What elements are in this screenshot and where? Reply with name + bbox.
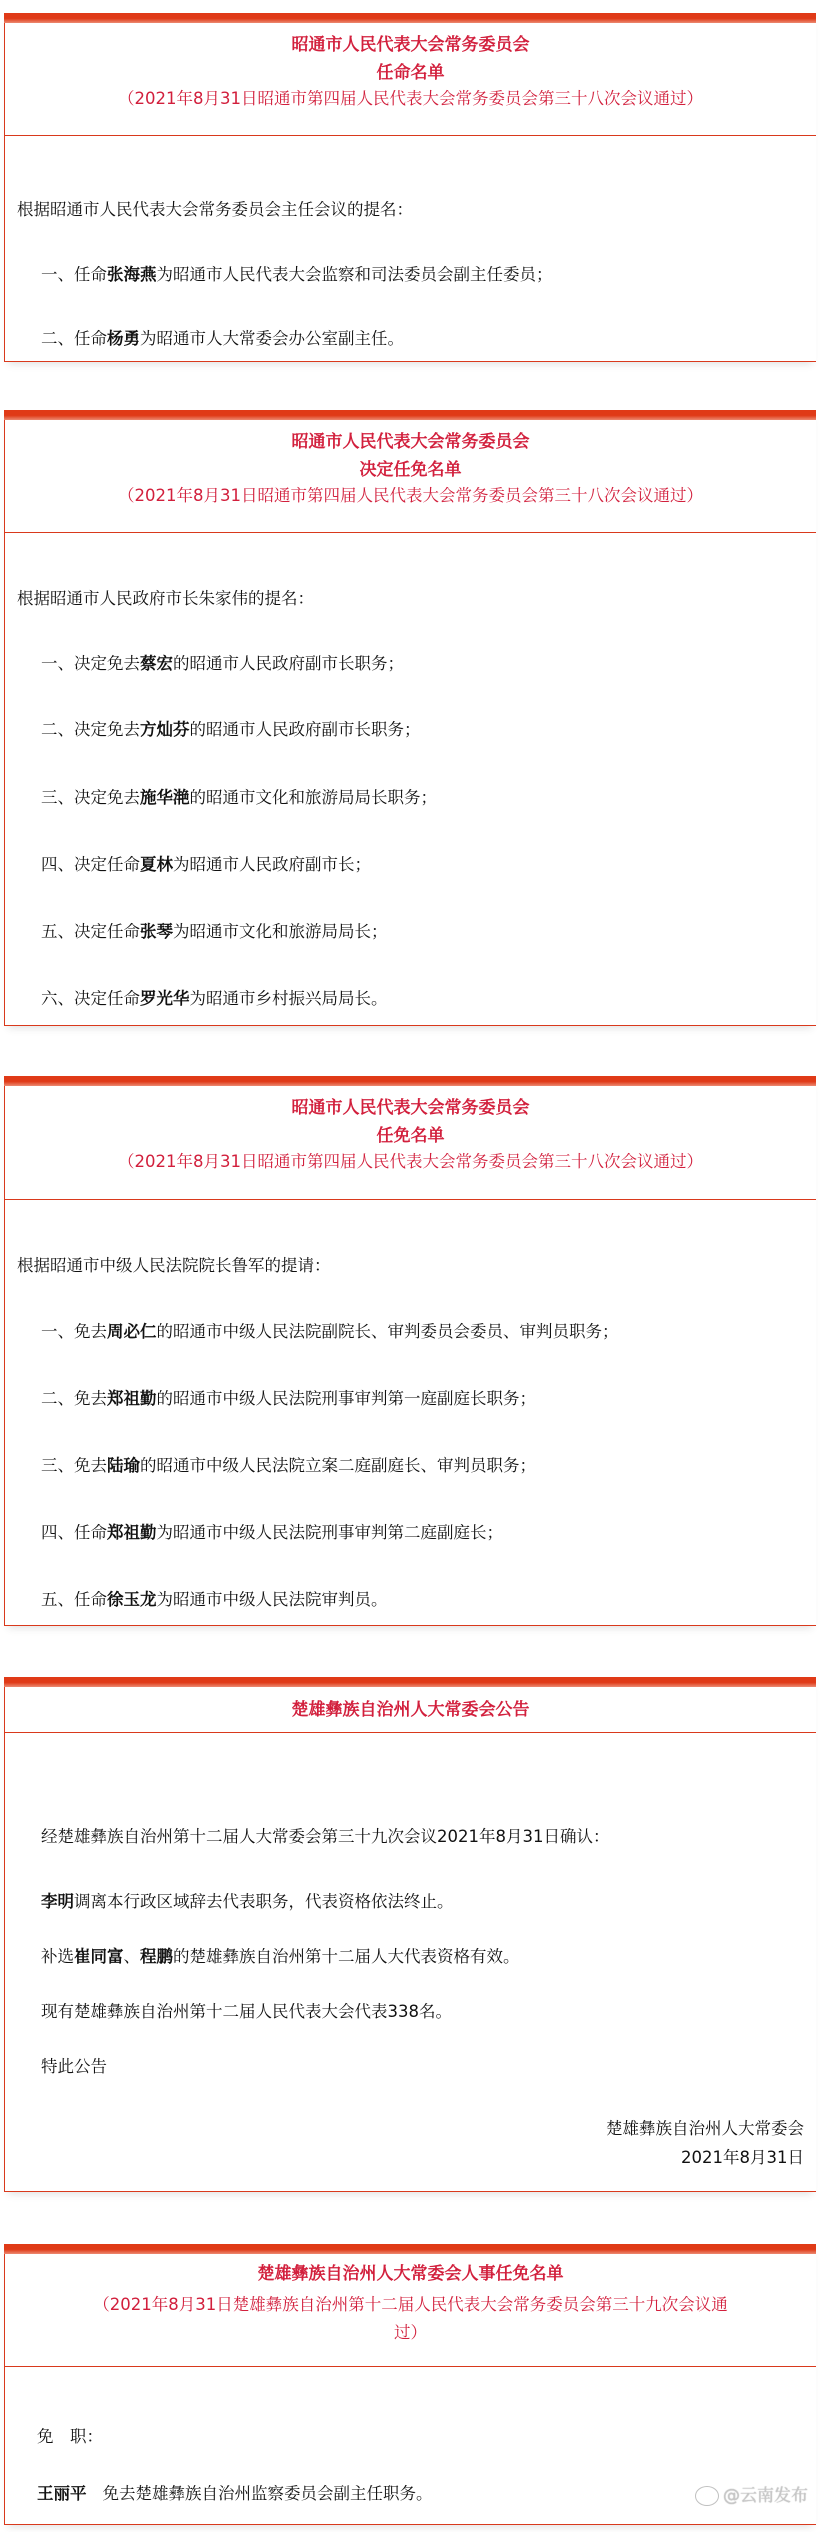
list-item: 一、决定免去蔡宏的昭通市人民政府副市长职务； — [41, 654, 404, 673]
announcement-paragraph: 李明调离本行政区域辞去代表职务，代表资格依法终止。 — [41, 1892, 454, 1911]
list-item: 四、决定任命夏林为昭通市人民政府副市长； — [41, 855, 371, 874]
section-title: 昭通市人民代表大会常务委员会 — [291, 35, 530, 55]
person-name: 郑祖勤 — [107, 1523, 157, 1542]
announcement-paragraph: 补选崔同富、程鹏的楚雄彝族自治州第十二届人大代表资格有效。 — [41, 1947, 520, 1966]
list-item: 一、任命张海燕为昭通市人民代表大会监察和司法委员会副主任委员； — [41, 265, 553, 284]
list-item: 六、决定任命罗光华为昭通市乡村振兴局局长。 — [41, 989, 388, 1008]
section-note: （2021年8月31日昭通市第四届人民代表大会常务委员会第三十八次会议通过） — [118, 486, 703, 505]
list-item: 二、决定免去方灿芬的昭通市人民政府副市长职务； — [41, 720, 421, 739]
signature-date: 2021年8月31日 — [681, 2148, 804, 2167]
section-title: 昭通市人民代表大会常务委员会 — [291, 432, 530, 452]
section-header — [5, 2254, 816, 2367]
watermark: @云南发布 — [695, 2481, 808, 2506]
announcement-closing: 特此公告 — [41, 2057, 107, 2076]
list-item: 二、免去郑祖勤的昭通市中级人民法院刑事审判第一庭副庭长职务； — [41, 1389, 536, 1408]
intro-text: 根据昭通市人民代表大会常务委员会主任会议的提名： — [17, 200, 413, 219]
header-bar — [4, 410, 817, 420]
section-title: 楚雄彝族自治州人大常委会人事任免名单 — [257, 2264, 564, 2284]
section-note: （2021年8月31日昭通市第四届人民代表大会常务委员会第三十八次会议通过） — [118, 1152, 703, 1171]
section-title: 昭通市人民代表大会常务委员会 — [291, 1098, 530, 1118]
personnel-list-section — [4, 2244, 816, 2525]
section-header — [5, 23, 816, 136]
announcement-paragraph: 现有楚雄彝族自治州第十二届人民代表大会代表338名。 — [41, 2002, 452, 2021]
list-item: 五、决定任命张琴为昭通市文化和旅游局局长； — [41, 922, 388, 941]
list-item: 一、免去周必仁的昭通市中级人民法院副院长、审判委员会委员、审判员职务； — [41, 1322, 619, 1341]
section-title: 楚雄彝族自治州人大常委会公告 — [291, 1700, 530, 1720]
person-name: 郑祖勤 — [107, 1389, 157, 1408]
person-name: 罗光华 — [140, 989, 190, 1008]
person-name: 张琴 — [140, 922, 173, 941]
list-item: 王丽平 免去楚雄彝族自治州监察委员会副主任职务。 — [37, 2484, 433, 2503]
appointment-list-section-3 — [4, 1076, 816, 1626]
section-note: （2021年8月31日楚雄彝族自治州第十二届人民代表大会常务委员会第三十九次会议通 过） — [93, 2295, 728, 2342]
header-bar — [4, 13, 817, 23]
person-name: 蔡宏 — [140, 654, 173, 673]
person-name: 方灿芬 — [140, 720, 190, 739]
list-item: 三、免去陆瑜的昭通市中级人民法院立案二庭副庭长、审判员职务； — [41, 1456, 536, 1475]
list-item: 四、任命郑祖勤为昭通市中级人民法院刑事审判第二庭副庭长； — [41, 1523, 503, 1542]
intro-text: 根据昭通市中级人民法院院长鲁军的提请： — [17, 1256, 331, 1275]
signature: 楚雄彝族自治州人大常委会 — [606, 2119, 804, 2138]
appointment-list-section-2 — [4, 410, 816, 1026]
person-name: 张海燕 — [107, 265, 157, 284]
person-name: 陆瑜 — [107, 1456, 140, 1475]
header-bar — [4, 1076, 817, 1086]
person-name: 杨勇 — [107, 329, 140, 348]
appointment-list-section-1 — [4, 13, 816, 362]
list-item: 三、决定免去施华滟的昭通市文化和旅游局局长职务； — [41, 788, 437, 807]
header-bar — [4, 1677, 817, 1687]
intro-text: 经楚雄彝族自治州第十二届人大常委会第三十九次会议2021年8月31日确认： — [41, 1827, 610, 1846]
section-header — [5, 1687, 816, 1733]
section-note: （2021年8月31日昭通市第四届人民代表大会常务委员会第三十八次会议通过） — [118, 89, 703, 108]
person-name: 施华滟 — [140, 788, 190, 807]
person-name: 周必仁 — [107, 1322, 157, 1341]
list-item: 二、任命杨勇为昭通市人大常委会办公室副主任。 — [41, 329, 404, 348]
person-name: 徐玉龙 — [107, 1590, 157, 1609]
section-header — [5, 1086, 816, 1200]
announcement-section — [4, 1677, 816, 2192]
section-subtitle: 任命名单 — [376, 63, 445, 83]
person-name: 夏林 — [140, 855, 173, 874]
weibo-icon — [695, 2486, 719, 2506]
intro-text: 根据昭通市人民政府市长朱家伟的提名： — [17, 589, 314, 608]
person-name: 程鹏 — [140, 1947, 173, 1966]
section-header — [5, 420, 816, 533]
dismissal-label: 免 职： — [37, 2427, 103, 2446]
list-item: 五、任命徐玉龙为昭通市中级人民法院审判员。 — [41, 1590, 388, 1609]
person-name: 李明 — [41, 1892, 74, 1911]
person-name: 崔同富 — [74, 1947, 124, 1966]
section-subtitle: 决定任免名单 — [359, 460, 462, 480]
section-subtitle: 任免名单 — [376, 1126, 445, 1146]
header-bar — [4, 2244, 817, 2254]
person-name: 王丽平 — [37, 2484, 87, 2503]
